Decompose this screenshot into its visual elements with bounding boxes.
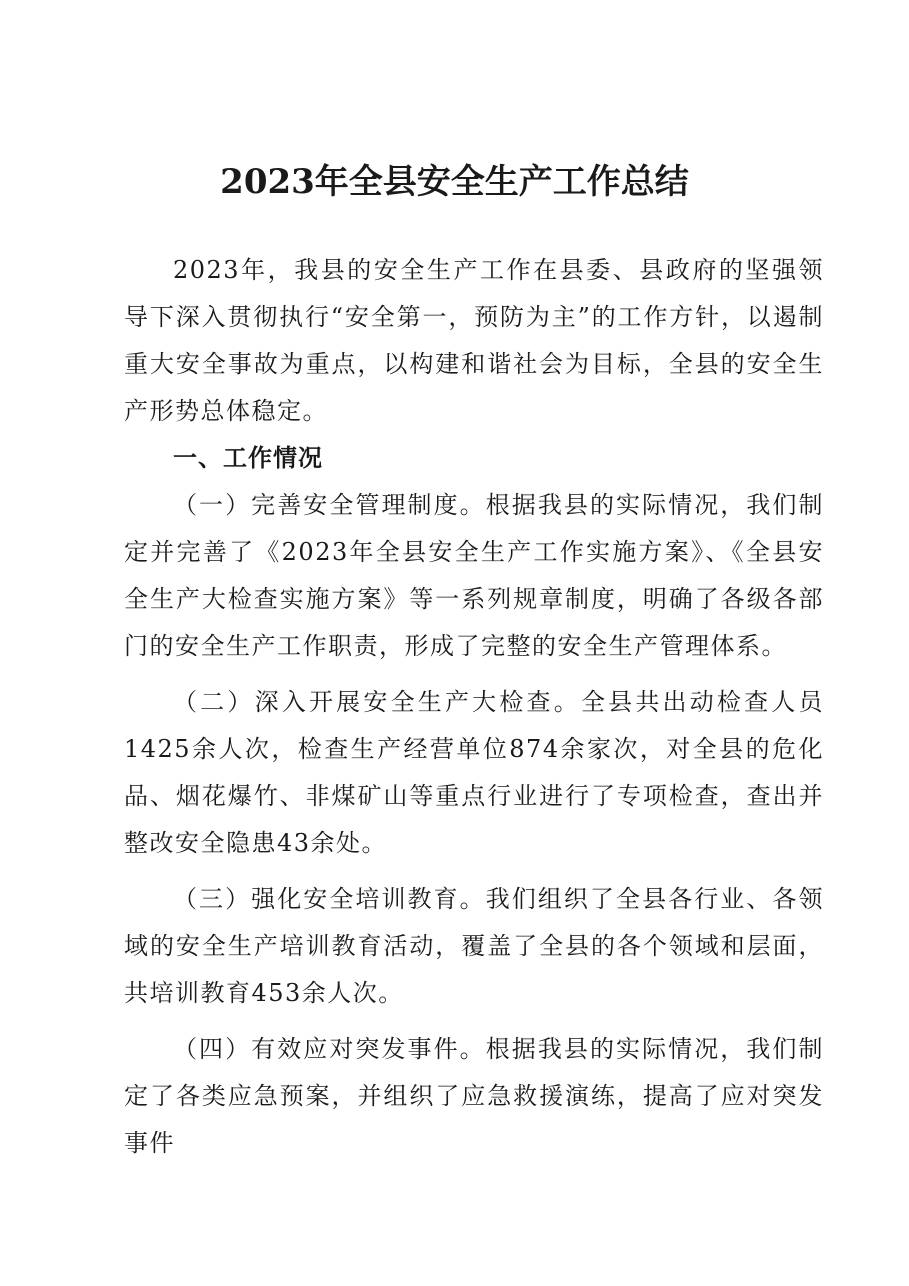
item-text-2: 全县共出动检查人员1425余人次，检查生产经营单位874余家次，对全县的危化品、烟花爆竹、非煤矿山等重点行业进行了专项检查，查出并整改安全隐患43余处。 (124, 688, 825, 857)
item-paragraph-4 (124, 1026, 824, 1167)
item-paragraph-2 (124, 679, 824, 867)
document-title: 2023年全县安全生产工作总结 (220, 162, 689, 202)
item-label-3: （三）强化安全培训教育。 (173, 885, 486, 913)
item-text-3: 我们组织了全县各行业、各领域的安全生产培训教育活动，覆盖了全县的各个领域和层面，共培训教育453余人次。 (124, 885, 824, 1007)
section-heading-work-status: 一、工作情况 (173, 444, 323, 472)
item-text-4: 根据我县的实际情况，我们制定了各类应急预案，并组织了应急救援演练，提高了应对突发事件 (124, 1035, 824, 1157)
item-paragraph-3 (124, 876, 824, 1017)
item-text-1: 根据我县的实际情况，我们制定并完善了《2023年全县安全生产工作实施方案》、《全县安全生产大检查实施方案》等一系列规章制度，明确了各级各部门的安全生产工作职责，形成了完整的安全生产管理体系。 (124, 491, 824, 660)
item-label-1: （一）完善安全管理制度。 (173, 491, 486, 519)
item-label-2: （二）深入开展安全生产大检查。 (173, 688, 581, 716)
document-body (124, 247, 824, 1167)
item-paragraph-1 (124, 482, 824, 670)
item-label-4: （四）有效应对突发事件。 (173, 1035, 486, 1063)
intro-paragraph: 2023年，我县的安全生产工作在县委、县政府的坚强领导下深入贯彻执行“安全第一，预防为主”的工作方针，以遏制重大安全事故为重点，以构建和谐社会为目标，全县的安全生产形势总体稳定。 (124, 256, 824, 425)
